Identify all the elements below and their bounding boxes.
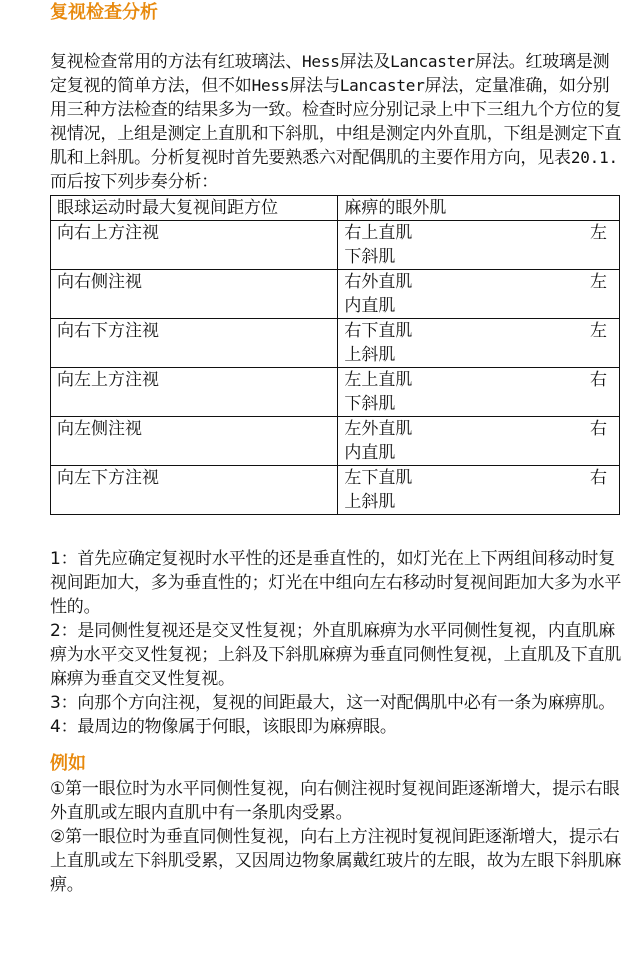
paralyzed-muscle-table: [50, 195, 620, 515]
muscle-cell: [338, 417, 620, 466]
intro-text-2: 屏法及: [339, 52, 391, 72]
muscle-secondary: 内直肌: [344, 296, 396, 316]
direction-cell: 向右上方注视: [51, 221, 338, 270]
direction-cell: 向右侧注视: [51, 270, 338, 319]
muscle-side: 左: [590, 321, 607, 341]
intro-text-5: 屏法，定量准确，如分别用三种方法检查的结果多为一致。检查时应分别记录上中下三组九个方位的复视情况，上组是测定上直肌和下斜肌，中组是测定内外直肌，下组是测定下直肌和上斜肌。分析复视时首先要熟悉六对配偶肌的主要作用方向，见表: [50, 76, 622, 168]
muscle-secondary: 内直肌: [344, 443, 396, 463]
table-row: [51, 466, 620, 515]
table-row: [51, 221, 620, 270]
intro-text-3: 屏法。红玻璃是测定复视的简单方法，但不如: [50, 52, 610, 96]
muscle-secondary: 上斜肌: [344, 345, 396, 365]
muscle-side: 左: [590, 223, 607, 243]
example-item-1: ①第一眼位时为水平同侧性复视，向右侧注视时复视间距逐渐增大，提示右眼外直肌或左眼内直肌中有一条肌肉受累。: [50, 779, 620, 823]
muscle-secondary: 下斜肌: [344, 247, 396, 267]
muscle-primary: 左下直肌: [344, 468, 413, 488]
muscle-secondary: 上斜肌: [344, 492, 396, 512]
muscle-cell: [338, 221, 620, 270]
muscle-secondary: 下斜肌: [344, 394, 396, 414]
header-muscle: 麻痹的眼外肌: [338, 196, 620, 221]
direction-cell: 向左下方注视: [51, 466, 338, 515]
intro-paragraph: [50, 50, 622, 194]
intro-table-ref: 20.1.: [570, 148, 618, 167]
intro-text-4: 屏法与: [289, 76, 340, 96]
table-header-row: [51, 196, 620, 221]
document-page: [50, 0, 622, 897]
step-1: 1：首先应确定复视时水平性的还是垂直性的，如灯光在上下两组间移动时复视间距加大，多为垂直性的；灯光在中组向左右移动时复视间距加大多为水平性的。: [50, 549, 622, 617]
muscle-side: 右: [590, 370, 607, 390]
intro-hess-2: Hess: [251, 76, 290, 95]
step-4: 4：最周边的物像属于何眼，该眼即为麻痹眼。: [50, 717, 397, 737]
example-title: 例如: [50, 753, 86, 774]
muscle-cell: [338, 319, 620, 368]
intro-hess-1: Hess: [302, 52, 340, 71]
direction-cell: 向右下方注视: [51, 319, 338, 368]
muscle-side: 左: [590, 272, 607, 292]
muscle-primary: 右下直肌: [344, 321, 413, 341]
muscle-primary: 左上直肌: [344, 370, 413, 390]
muscle-side: 右: [590, 468, 607, 488]
table-row: [51, 368, 620, 417]
intro-lancaster-1: Lancaster: [390, 52, 476, 71]
intro-text-6: 而后按下列步奏分析：: [50, 172, 218, 192]
table-row: [51, 319, 620, 368]
intro-text-1: 复视检查常用的方法有红玻璃法、: [50, 52, 302, 72]
example-list: [50, 777, 622, 897]
analysis-steps: [50, 547, 622, 739]
header-direction: 眼球运动时最大复视间距方位: [51, 196, 338, 221]
muscle-cell: [338, 368, 620, 417]
muscle-primary: 左外直肌: [344, 419, 413, 439]
step-2: 2：是同侧性复视还是交叉性复视；外直肌麻痹为水平同侧性复视，内直肌麻痹为水平交叉性复视；上斜及下斜肌麻痹为垂直同侧性复视，上直肌及下直肌麻痹为垂直交叉性复视。: [50, 621, 622, 689]
table-row: [51, 270, 620, 319]
muscle-primary: 右上直肌: [344, 223, 413, 243]
direction-cell: 向左侧注视: [51, 417, 338, 466]
step-3: 3：向那个方向注视，复视的间距最大，这一对配偶肌中必有一条为麻痹肌。: [50, 693, 616, 713]
section-title: 复视检查分析: [50, 2, 158, 23]
example-item-2: ②第一眼位时为垂直同侧性复视，向右上方注视时复视间距逐渐增大，提示右上直肌或左下斜肌受累，又因周边物象属戴红玻片的左眼，故为左眼下斜肌麻痹。: [50, 827, 622, 895]
muscle-primary: 右外直肌: [344, 272, 413, 292]
direction-cell: 向左上方注视: [51, 368, 338, 417]
muscle-cell: [338, 270, 620, 319]
muscle-side: 右: [590, 419, 607, 439]
muscle-cell: [338, 466, 620, 515]
intro-lancaster-2: Lancaster: [339, 76, 425, 95]
table-row: [51, 417, 620, 466]
